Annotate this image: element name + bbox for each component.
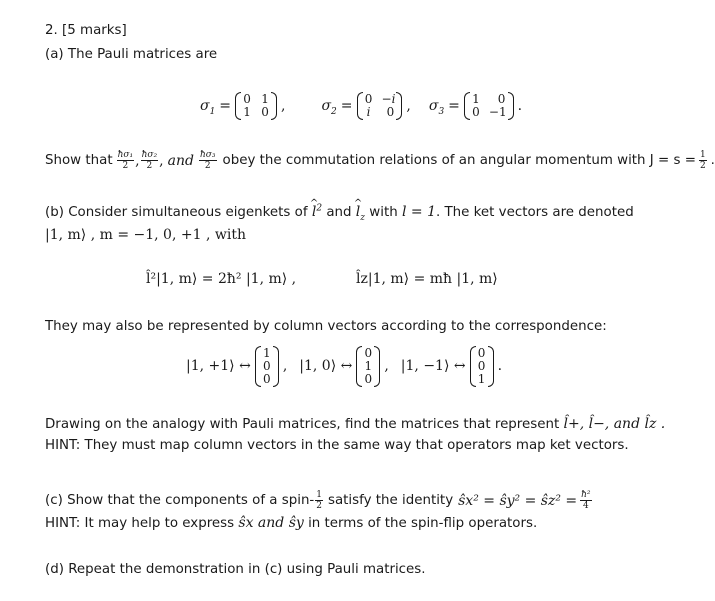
part-b-line2: |1, m⟩ , m = −1, 0, +1 , with [45, 227, 246, 243]
part-a-label: (a) The Pauli matrices are [45, 47, 218, 62]
fraction-hbar-sigma1: $\frac{\text{ħσ₁}}{2}$ [117, 150, 134, 171]
question-header [45, 22, 127, 40]
vector-minus-one: 0 0 1 [470, 347, 494, 386]
sigma1-matrix: 0 1 1 0 [235, 93, 277, 119]
fraction-hbar-squared-over-four: $\frac{\text{ħ²}}{4}$ [581, 490, 591, 511]
part-b-eq-l-squared: l̂²|1, m⟩ = 2ħ² |1, m⟩ , [146, 271, 297, 287]
sigma3-matrix: 1 0 0 −1 [464, 93, 514, 119]
fraction-one-half: $\frac{1}{2}$ [699, 150, 706, 171]
fraction-spin-half: $\frac{1}{2}$ [316, 490, 322, 511]
vector-zero: 0 1 0 [356, 347, 380, 386]
part-b-analogy: Drawing on the analogy with Pauli matrices, find the matrices that represent l̂+, l̂−, and l̂z . [45, 416, 666, 432]
sigma2-matrix: 0 −i i 0 [357, 93, 403, 119]
sigma2-symbol: $\sigma_2$ [321, 98, 337, 117]
pauli-matrices: $\sigma_1$ = 0 1 1 0 , $\sigma_2$ = 0 −i i 0 , $\sigma_3$ = 1 0 0 −1 . [200, 92, 523, 119]
part-a-show-that: Show that $\frac{\text{ħσ₁}}{2}$ , $\frac{\text{ħσ₂}}{2}$ , and $\frac{\text{ħσ₃}}{2}$ obey the commutation relations of an angular momentum with J = s = $\frac{1}{2}$ . [45, 150, 715, 171]
part-b-column-intro: They may also be represented by column vectors according to the correspondence: [45, 319, 607, 334]
column-vectors: |1, +1⟩ ↔ 1 0 0 , |1, 0⟩ ↔ 0 1 0 , |1, −1⟩ ↔ 0 0 1 . [186, 345, 503, 386]
part-d-text: (d) Repeat the demonstration in (c) using Pauli matrices. [45, 562, 426, 577]
vector-plus-one: 1 0 0 [255, 347, 279, 386]
part-b-hint: HINT: They must map column vectors in the same way that operators map ket vectors. [45, 438, 629, 453]
part-c-hint: HINT: It may help to express ŝx and ŝy in terms of the spin-flip operators. [45, 515, 538, 531]
part-b-eq-lz: l̂z|1, m⟩ = mħ |1, m⟩ [356, 271, 498, 287]
fraction-hbar-sigma3: $\frac{\text{ħσ₃}}{2}$ [199, 150, 216, 171]
part-b-line1: (b) Consider simultaneous eigenkets of ^ $l^2$ and ^ $l_z$ with l = 1. The ket vectors are denoted [45, 203, 634, 222]
sigma3-symbol: $\sigma_3$ [428, 98, 445, 117]
fraction-hbar-sigma2: $\frac{\text{ħσ₂}}{2}$ [141, 150, 158, 171]
question-number: 2. [45, 23, 58, 38]
question-marks: [5 marks] [62, 23, 127, 38]
sigma1-symbol: $\sigma_1$ [200, 98, 216, 117]
part-c-line1: (c) Show that the components of a spin- $\frac{1}{2}$ satisfy the identity ŝx² = ŝy² = ŝz² = $\frac{\text{ħ²}}{4}$ [45, 490, 591, 511]
